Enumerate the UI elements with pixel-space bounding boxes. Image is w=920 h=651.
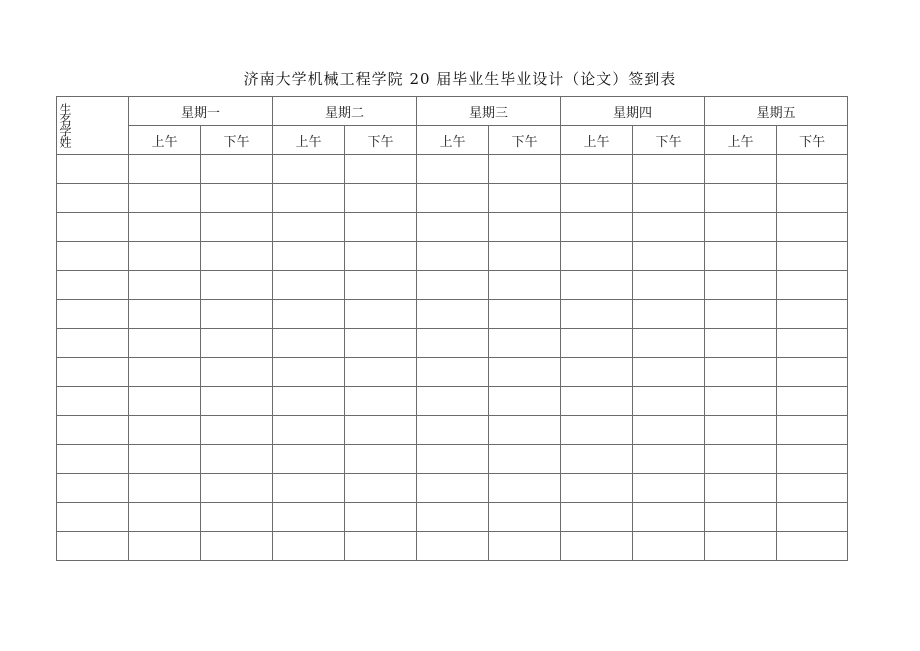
signature-cell[interactable] bbox=[201, 242, 273, 271]
table-row bbox=[57, 445, 848, 474]
session-header-afternoon: 下午 bbox=[201, 126, 273, 155]
signature-cell[interactable] bbox=[705, 300, 777, 329]
signature-cell[interactable] bbox=[201, 329, 273, 358]
signature-cell[interactable] bbox=[561, 445, 633, 474]
name-cell[interactable] bbox=[57, 387, 129, 416]
signature-cell[interactable] bbox=[633, 416, 705, 445]
signature-cell[interactable] bbox=[561, 213, 633, 242]
signature-cell[interactable] bbox=[633, 300, 705, 329]
signature-cell[interactable] bbox=[489, 242, 561, 271]
signature-cell[interactable] bbox=[129, 155, 201, 184]
signature-cell[interactable] bbox=[273, 242, 345, 271]
signature-cell[interactable] bbox=[273, 271, 345, 300]
signature-cell[interactable] bbox=[129, 387, 201, 416]
signature-cell[interactable] bbox=[561, 271, 633, 300]
signature-cell[interactable] bbox=[561, 329, 633, 358]
signature-cell[interactable] bbox=[561, 416, 633, 445]
table-row bbox=[57, 416, 848, 445]
signature-cell[interactable] bbox=[129, 474, 201, 503]
signature-cell[interactable] bbox=[561, 532, 633, 561]
signature-cell[interactable] bbox=[345, 155, 417, 184]
signature-cell[interactable] bbox=[561, 358, 633, 387]
signature-cell[interactable] bbox=[705, 242, 777, 271]
signature-cell[interactable] bbox=[417, 416, 489, 445]
signature-cell[interactable] bbox=[705, 184, 777, 213]
signature-cell[interactable] bbox=[345, 329, 417, 358]
signature-cell[interactable] bbox=[417, 155, 489, 184]
day-header-row bbox=[57, 97, 848, 126]
name-cell[interactable] bbox=[57, 532, 129, 561]
signature-cell[interactable] bbox=[273, 184, 345, 213]
day-header-fri: 星期五 bbox=[705, 97, 848, 126]
signature-cell[interactable] bbox=[777, 155, 848, 184]
signature-cell[interactable] bbox=[561, 387, 633, 416]
signature-cell[interactable] bbox=[201, 445, 273, 474]
signature-cell[interactable] bbox=[201, 503, 273, 532]
signature-cell[interactable] bbox=[777, 271, 848, 300]
signature-cell[interactable] bbox=[633, 532, 705, 561]
signature-cell[interactable] bbox=[633, 387, 705, 416]
signature-cell[interactable] bbox=[633, 329, 705, 358]
signature-cell[interactable] bbox=[777, 532, 848, 561]
signature-cell[interactable] bbox=[705, 271, 777, 300]
table-row bbox=[57, 155, 848, 184]
signature-cell[interactable] bbox=[489, 155, 561, 184]
signature-cell[interactable] bbox=[417, 184, 489, 213]
signature-cell[interactable] bbox=[273, 155, 345, 184]
session-header-row bbox=[57, 126, 848, 155]
signature-cell[interactable] bbox=[633, 503, 705, 532]
signature-cell[interactable] bbox=[777, 474, 848, 503]
signature-cell[interactable] bbox=[345, 416, 417, 445]
session-header-afternoon: 下午 bbox=[633, 126, 705, 155]
signature-cell[interactable] bbox=[273, 358, 345, 387]
signature-cell[interactable] bbox=[417, 242, 489, 271]
signature-cell[interactable] bbox=[489, 329, 561, 358]
signature-cell[interactable] bbox=[705, 416, 777, 445]
signature-cell[interactable] bbox=[489, 532, 561, 561]
signature-cell[interactable] bbox=[705, 358, 777, 387]
signature-cell[interactable] bbox=[345, 242, 417, 271]
session-header-morning: 上午 bbox=[417, 126, 489, 155]
signature-cell[interactable] bbox=[705, 532, 777, 561]
sign-in-rows bbox=[57, 155, 848, 561]
table-row bbox=[57, 474, 848, 503]
signature-cell[interactable] bbox=[489, 184, 561, 213]
signature-cell[interactable] bbox=[561, 503, 633, 532]
signature-cell[interactable] bbox=[129, 532, 201, 561]
signature-cell[interactable] bbox=[129, 300, 201, 329]
signature-cell[interactable] bbox=[561, 474, 633, 503]
signature-cell[interactable] bbox=[633, 271, 705, 300]
signature-cell[interactable] bbox=[345, 300, 417, 329]
signature-cell[interactable] bbox=[489, 503, 561, 532]
signature-cell[interactable] bbox=[777, 445, 848, 474]
table-row bbox=[57, 532, 848, 561]
signature-cell[interactable] bbox=[273, 474, 345, 503]
signature-cell[interactable] bbox=[561, 242, 633, 271]
signature-cell[interactable] bbox=[489, 387, 561, 416]
signature-cell[interactable] bbox=[345, 387, 417, 416]
signature-cell[interactable] bbox=[345, 445, 417, 474]
signature-cell[interactable] bbox=[417, 387, 489, 416]
signature-cell[interactable] bbox=[273, 300, 345, 329]
signature-cell[interactable] bbox=[705, 503, 777, 532]
signature-cell[interactable] bbox=[201, 300, 273, 329]
signature-cell[interactable] bbox=[201, 155, 273, 184]
signature-cell[interactable] bbox=[129, 213, 201, 242]
table-row bbox=[57, 358, 848, 387]
name-column-label: 生名学姓 bbox=[58, 103, 72, 147]
signature-cell[interactable] bbox=[417, 300, 489, 329]
signature-cell[interactable] bbox=[489, 300, 561, 329]
signature-cell[interactable] bbox=[561, 300, 633, 329]
signature-cell[interactable] bbox=[129, 503, 201, 532]
signature-cell[interactable] bbox=[345, 358, 417, 387]
signature-cell[interactable] bbox=[633, 184, 705, 213]
table-row bbox=[57, 387, 848, 416]
signature-cell[interactable] bbox=[705, 155, 777, 184]
signature-cell[interactable] bbox=[201, 387, 273, 416]
signature-cell[interactable] bbox=[561, 155, 633, 184]
signature-cell[interactable] bbox=[129, 445, 201, 474]
signature-cell[interactable] bbox=[705, 329, 777, 358]
signature-cell[interactable] bbox=[633, 155, 705, 184]
signature-cell[interactable] bbox=[705, 213, 777, 242]
signature-cell[interactable] bbox=[417, 213, 489, 242]
signature-cell[interactable] bbox=[417, 329, 489, 358]
signature-cell[interactable] bbox=[201, 358, 273, 387]
name-cell[interactable] bbox=[57, 155, 129, 184]
signature-cell[interactable] bbox=[129, 184, 201, 213]
signature-cell[interactable] bbox=[633, 358, 705, 387]
signature-cell[interactable] bbox=[705, 445, 777, 474]
table-row bbox=[57, 271, 848, 300]
signature-cell[interactable] bbox=[345, 184, 417, 213]
signature-cell[interactable] bbox=[345, 532, 417, 561]
table-row bbox=[57, 503, 848, 532]
name-cell[interactable] bbox=[57, 358, 129, 387]
session-header-afternoon: 下午 bbox=[777, 126, 848, 155]
day-header-tue: 星期二 bbox=[273, 97, 417, 126]
signature-cell[interactable] bbox=[633, 213, 705, 242]
signature-cell[interactable] bbox=[561, 184, 633, 213]
signature-cell[interactable] bbox=[345, 474, 417, 503]
name-cell[interactable] bbox=[57, 184, 129, 213]
name-cell[interactable] bbox=[57, 503, 129, 532]
signature-cell[interactable] bbox=[777, 213, 848, 242]
session-header-afternoon: 下午 bbox=[489, 126, 561, 155]
signature-cell[interactable] bbox=[417, 358, 489, 387]
signature-cell[interactable] bbox=[129, 358, 201, 387]
table-row bbox=[57, 213, 848, 242]
signature-cell[interactable] bbox=[273, 532, 345, 561]
signature-cell[interactable] bbox=[777, 503, 848, 532]
signature-cell[interactable] bbox=[417, 503, 489, 532]
table-row bbox=[57, 300, 848, 329]
day-header-mon: 星期一 bbox=[129, 97, 273, 126]
session-header-morning: 上午 bbox=[273, 126, 345, 155]
signature-cell[interactable] bbox=[633, 445, 705, 474]
session-header-morning: 上午 bbox=[561, 126, 633, 155]
signature-cell[interactable] bbox=[129, 242, 201, 271]
signature-cell[interactable] bbox=[201, 416, 273, 445]
name-cell[interactable] bbox=[57, 242, 129, 271]
day-header-thu: 星期四 bbox=[561, 97, 705, 126]
table-row bbox=[57, 242, 848, 271]
session-header-morning: 上午 bbox=[705, 126, 777, 155]
signature-cell[interactable] bbox=[417, 271, 489, 300]
signature-cell[interactable] bbox=[777, 184, 848, 213]
signature-cell[interactable] bbox=[489, 213, 561, 242]
signature-cell[interactable] bbox=[273, 416, 345, 445]
signature-cell[interactable] bbox=[345, 503, 417, 532]
signature-cell[interactable] bbox=[201, 532, 273, 561]
name-cell[interactable] bbox=[57, 445, 129, 474]
signature-cell[interactable] bbox=[777, 387, 848, 416]
day-header-wed: 星期三 bbox=[417, 97, 561, 126]
signature-cell[interactable] bbox=[705, 474, 777, 503]
name-cell[interactable] bbox=[57, 300, 129, 329]
signature-cell[interactable] bbox=[201, 213, 273, 242]
signature-cell[interactable] bbox=[489, 416, 561, 445]
table-row bbox=[57, 184, 848, 213]
session-header-afternoon: 下午 bbox=[345, 126, 417, 155]
table-row bbox=[57, 329, 848, 358]
signature-cell[interactable] bbox=[201, 184, 273, 213]
signature-cell[interactable] bbox=[489, 445, 561, 474]
signature-cell[interactable] bbox=[417, 445, 489, 474]
signature-cell[interactable] bbox=[345, 213, 417, 242]
signature-cell[interactable] bbox=[273, 387, 345, 416]
signature-cell[interactable] bbox=[489, 358, 561, 387]
document-title: 济南大学机械工程学院 20 届毕业生毕业设计（论文）签到表 bbox=[243, 70, 677, 88]
name-cell[interactable] bbox=[57, 474, 129, 503]
signature-cell[interactable] bbox=[777, 242, 848, 271]
signature-cell[interactable] bbox=[201, 271, 273, 300]
signature-cell[interactable] bbox=[777, 300, 848, 329]
sign-in-table bbox=[56, 96, 848, 561]
signature-cell[interactable] bbox=[777, 329, 848, 358]
signature-cell[interactable] bbox=[777, 416, 848, 445]
signature-cell[interactable] bbox=[273, 213, 345, 242]
signature-cell[interactable] bbox=[633, 474, 705, 503]
signature-cell[interactable] bbox=[417, 474, 489, 503]
name-column-header bbox=[57, 97, 129, 155]
signature-cell[interactable] bbox=[273, 503, 345, 532]
signature-cell[interactable] bbox=[345, 271, 417, 300]
name-cell[interactable] bbox=[57, 213, 129, 242]
name-cell[interactable] bbox=[57, 329, 129, 358]
signature-cell[interactable] bbox=[489, 271, 561, 300]
signature-cell[interactable] bbox=[489, 474, 561, 503]
signature-cell[interactable] bbox=[201, 474, 273, 503]
signature-cell[interactable] bbox=[633, 242, 705, 271]
signature-cell[interactable] bbox=[273, 329, 345, 358]
name-cell[interactable] bbox=[57, 271, 129, 300]
signature-cell[interactable] bbox=[705, 387, 777, 416]
signature-cell[interactable] bbox=[129, 329, 201, 358]
signature-cell[interactable] bbox=[129, 416, 201, 445]
signature-cell[interactable] bbox=[129, 271, 201, 300]
signature-cell[interactable] bbox=[273, 445, 345, 474]
signature-cell[interactable] bbox=[777, 358, 848, 387]
name-cell[interactable] bbox=[57, 416, 129, 445]
session-header-morning: 上午 bbox=[129, 126, 201, 155]
signature-cell[interactable] bbox=[417, 532, 489, 561]
